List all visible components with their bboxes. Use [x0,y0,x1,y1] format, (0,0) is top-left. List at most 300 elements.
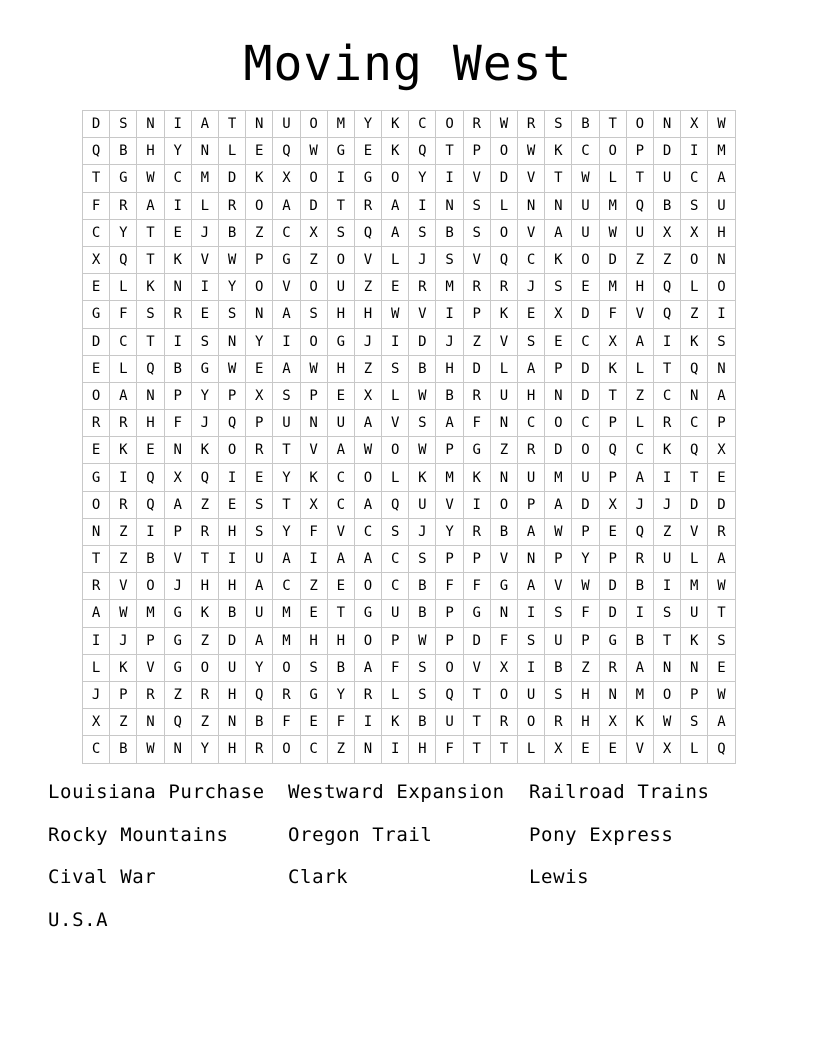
grid-cell: H [327,627,354,654]
grid-cell: W [599,219,626,246]
grid-cell: Z [354,355,381,382]
grid-cell: Z [191,491,218,518]
grid-cell: K [409,464,436,491]
grid-cell: R [545,709,572,736]
grid-cell: I [191,274,218,301]
grid-cell: T [273,437,300,464]
grid-cell: P [518,491,545,518]
grid-cell: A [273,355,300,382]
grid-cell: I [218,546,245,573]
grid-cell: U [518,681,545,708]
grid-row [83,464,736,491]
grid-cell: J [626,491,653,518]
grid-cell: L [382,246,409,273]
grid-cell: G [327,328,354,355]
grid-cell: M [599,274,626,301]
grid-cell: P [218,382,245,409]
grid-cell: I [83,627,110,654]
grid-cell: O [83,491,110,518]
grid-cell: Z [110,709,137,736]
grid-row [83,192,736,219]
grid-cell: W [545,518,572,545]
grid-cell: K [164,246,191,273]
word-list-item: Oregon Trail [288,823,433,846]
grid-cell: K [246,165,273,192]
grid-cell: B [218,600,245,627]
grid-cell: R [463,274,490,301]
grid-cell: H [327,301,354,328]
grid-cell: C [83,736,110,763]
grid-cell: G [83,464,110,491]
grid-cell: S [137,301,164,328]
grid-cell: O [490,681,517,708]
grid-cell: X [83,246,110,273]
grid-cell: E [518,301,545,328]
grid-cell: F [327,709,354,736]
grid-cell: A [354,410,381,437]
grid-cell: Y [436,518,463,545]
grid-cell: A [273,192,300,219]
grid-cell: N [137,111,164,138]
grid-cell: E [708,654,735,681]
grid-cell: O [436,111,463,138]
grid-cell: I [653,464,680,491]
grid-cell: P [436,600,463,627]
grid-cell: I [518,600,545,627]
grid-cell: A [191,111,218,138]
grid-cell: P [463,301,490,328]
grid-cell: P [110,681,137,708]
grid-cell: V [463,165,490,192]
grid-cell: O [273,654,300,681]
grid-cell: H [218,518,245,545]
grid-cell: D [599,246,626,273]
grid-cell: L [382,681,409,708]
grid-cell: N [246,301,273,328]
grid-cell: O [327,246,354,273]
grid-cell: Z [164,681,191,708]
grid-cell: H [409,736,436,763]
grid-cell: L [490,355,517,382]
grid-cell: I [218,464,245,491]
grid-cell: D [572,491,599,518]
grid-cell: S [273,382,300,409]
grid-cell: G [490,573,517,600]
grid-cell: A [273,301,300,328]
grid-cell: I [327,165,354,192]
grid-cell: H [191,573,218,600]
word-list-item: U.S.A [48,908,109,931]
grid-cell: T [83,165,110,192]
grid-cell: M [708,138,735,165]
grid-cell: O [490,219,517,246]
grid-cell: Z [327,736,354,763]
page-title: Moving West [243,36,573,92]
grid-cell: S [545,600,572,627]
grid-cell: Z [626,246,653,273]
grid-cell: M [137,600,164,627]
grid-cell: B [490,518,517,545]
grid-cell: S [463,219,490,246]
grid-cell: S [545,111,572,138]
grid-cell: E [300,600,327,627]
grid-cell: U [273,111,300,138]
grid-cell: B [327,654,354,681]
grid-cell: T [681,464,708,491]
grid-cell: T [273,491,300,518]
grid-cell: A [518,518,545,545]
grid-cell: V [273,274,300,301]
grid-cell: C [681,410,708,437]
grid-cell: S [708,627,735,654]
grid-cell: O [436,654,463,681]
grid-cell: I [164,328,191,355]
grid-cell: X [599,328,626,355]
grid-cell: I [382,736,409,763]
grid-cell: I [137,518,164,545]
grid-cell: W [572,573,599,600]
grid-cell: I [518,654,545,681]
grid-cell: A [708,382,735,409]
grid-cell: F [382,654,409,681]
grid-row [83,654,736,681]
grid-cell: Z [354,274,381,301]
grid-cell: O [300,328,327,355]
word-list-item: Railroad Trains [529,781,710,803]
grid-cell: S [382,518,409,545]
grid-cell: M [273,627,300,654]
grid-row [83,246,736,273]
grid-cell: T [191,546,218,573]
grid-cell: M [436,464,463,491]
grid-cell: T [626,165,653,192]
grid-cell: W [708,681,735,708]
grid-cell: O [83,382,110,409]
grid-cell: T [327,600,354,627]
grid-cell: J [110,627,137,654]
grid-cell: O [246,192,273,219]
grid-cell: B [110,138,137,165]
grid-cell: E [708,464,735,491]
grid-cell: O [300,165,327,192]
grid-cell: K [137,274,164,301]
grid-cell: B [436,219,463,246]
grid-cell: C [273,219,300,246]
grid-cell: A [545,491,572,518]
grid-cell: R [518,111,545,138]
grid-cell: X [246,382,273,409]
grid-cell: S [382,355,409,382]
grid-cell: V [490,546,517,573]
grid-cell: L [681,546,708,573]
grid-cell: F [110,301,137,328]
grid-cell: B [545,654,572,681]
grid-cell: T [83,546,110,573]
grid-cell: Q [83,138,110,165]
grid-row [83,219,736,246]
grid-cell: V [191,246,218,273]
grid-cell: A [708,709,735,736]
grid-cell: T [436,138,463,165]
grid-cell: W [409,627,436,654]
grid-cell: D [572,355,599,382]
grid-cell: D [599,573,626,600]
grid-cell: D [599,600,626,627]
grid-cell: V [518,219,545,246]
grid-cell: Y [409,165,436,192]
grid-cell: Y [273,518,300,545]
grid-cell: A [708,546,735,573]
grid-cell: C [382,546,409,573]
grid-cell: R [191,518,218,545]
grid-cell: Q [626,518,653,545]
grid-cell: S [409,546,436,573]
grid-cell: T [653,355,680,382]
grid-cell: Q [137,355,164,382]
grid-cell: K [300,464,327,491]
grid-cell: E [327,573,354,600]
grid-cell: G [110,165,137,192]
grid-cell: N [545,382,572,409]
grid-cell: J [83,681,110,708]
grid-cell: O [708,274,735,301]
grid-cell: Z [246,219,273,246]
grid-cell: Q [436,681,463,708]
grid-cell: F [572,600,599,627]
grid-cell: E [572,274,599,301]
grid-cell: D [545,437,572,464]
grid-cell: I [354,709,381,736]
grid-cell: H [572,681,599,708]
grid-cell: F [599,301,626,328]
grid-cell: R [409,274,436,301]
grid-cell: H [626,274,653,301]
grid-cell: A [354,491,381,518]
grid-cell: N [164,437,191,464]
grid-cell: P [246,410,273,437]
grid-row [83,681,736,708]
grid-cell: M [191,165,218,192]
grid-cell: L [626,410,653,437]
grid-cell: M [599,192,626,219]
grid-cell: M [436,274,463,301]
grid-cell: A [354,546,381,573]
grid-row [83,491,736,518]
grid-cell: I [708,301,735,328]
grid-cell: J [409,518,436,545]
word-list-item: Rocky Mountains [48,823,229,846]
grid-row [83,328,736,355]
grid-cell: A [382,192,409,219]
grid-cell: W [708,573,735,600]
grid-cell: L [382,382,409,409]
grid-cell: H [300,627,327,654]
grid-cell: S [436,246,463,273]
grid-cell: P [463,546,490,573]
grid-cell: V [463,246,490,273]
grid-cell: W [490,111,517,138]
grid-cell: V [409,301,436,328]
grid-cell: U [572,464,599,491]
grid-cell: A [327,437,354,464]
grid-row [83,573,736,600]
grid-cell: P [572,518,599,545]
grid-cell: A [545,219,572,246]
grid-cell: H [218,573,245,600]
grid-cell: R [463,518,490,545]
grid-cell: Q [653,274,680,301]
grid-cell: O [137,573,164,600]
grid-cell: G [463,437,490,464]
grid-cell: C [382,573,409,600]
word-list-item: Lewis [529,866,590,888]
grid-cell: X [300,219,327,246]
grid-cell: N [708,246,735,273]
grid-cell: U [409,491,436,518]
grid-cell: W [300,355,327,382]
grid-cell: B [409,600,436,627]
grid-cell: P [382,627,409,654]
grid-cell: V [626,736,653,763]
grid-row [83,518,736,545]
grid-cell: I [409,192,436,219]
grid-cell: H [218,681,245,708]
grid-cell: E [83,437,110,464]
grid-cell: F [436,573,463,600]
grid-cell: B [110,736,137,763]
grid-cell: E [137,437,164,464]
grid-cell: H [137,138,164,165]
grid-cell: T [463,681,490,708]
grid-cell: K [681,328,708,355]
grid-cell: P [164,382,191,409]
grid-cell: H [572,709,599,736]
grid-cell: L [382,464,409,491]
grid-cell: A [246,627,273,654]
grid-cell: R [354,681,381,708]
grid-cell: F [83,192,110,219]
grid-cell: W [518,138,545,165]
grid-cell: Z [110,546,137,573]
grid-cell: Y [164,138,191,165]
grid-cell: L [681,736,708,763]
grid-cell: G [354,165,381,192]
grid-cell: D [572,382,599,409]
grid-cell: V [681,518,708,545]
grid-cell: V [354,246,381,273]
grid-cell: O [599,138,626,165]
grid-cell: E [164,219,191,246]
grid-cell: Q [708,736,735,763]
grid-cell: E [246,355,273,382]
grid-cell: X [599,709,626,736]
grid-cell: D [83,328,110,355]
grid-cell: A [137,192,164,219]
grid-cell: G [354,600,381,627]
grid-cell: O [218,437,245,464]
grid-cell: O [300,111,327,138]
grid-cell: N [191,138,218,165]
grid-cell: I [681,138,708,165]
grid-cell: K [681,627,708,654]
grid-cell: N [218,328,245,355]
grid-cell: T [490,736,517,763]
grid-cell: Q [246,681,273,708]
grid-cell: P [463,138,490,165]
grid-cell: J [164,573,191,600]
grid-cell: G [463,600,490,627]
grid-cell: R [83,573,110,600]
grid-cell: N [681,382,708,409]
grid-cell: O [382,437,409,464]
grid-cell: W [409,382,436,409]
grid-cell: K [653,437,680,464]
grid-cell: G [164,627,191,654]
grid-cell: K [490,301,517,328]
grid-cell: I [300,546,327,573]
grid-cell: A [273,546,300,573]
grid-cell: S [463,192,490,219]
grid-cell: J [518,274,545,301]
grid-cell: Z [653,246,680,273]
grid-cell: W [218,355,245,382]
grid-cell: E [246,138,273,165]
grid-cell: B [409,573,436,600]
grid-cell: Q [110,246,137,273]
grid-cell: L [490,192,517,219]
grid-cell: Z [300,573,327,600]
grid-cell: R [246,437,273,464]
grid-cell: N [164,274,191,301]
grid-cell: R [708,518,735,545]
grid-cell: R [653,410,680,437]
grid-cell: L [218,138,245,165]
grid-cell: O [300,274,327,301]
grid-cell: K [382,138,409,165]
grid-cell: N [354,736,381,763]
grid-cell: O [273,736,300,763]
grid-cell: T [218,111,245,138]
grid-cell: N [490,600,517,627]
grid-cell: D [409,328,436,355]
grid-cell: U [572,219,599,246]
grid-cell: X [545,301,572,328]
grid-cell: U [626,219,653,246]
grid-cell: J [191,410,218,437]
grid-cell: E [191,301,218,328]
grid-cell: W [137,165,164,192]
grid-cell: G [164,654,191,681]
grid-cell: N [137,709,164,736]
grid-cell: K [191,437,218,464]
grid-cell: A [626,654,653,681]
grid-cell: Z [463,328,490,355]
grid-cell: U [490,382,517,409]
grid-cell: Y [218,274,245,301]
grid-cell: I [110,464,137,491]
grid-cell: A [327,546,354,573]
grid-cell: D [653,138,680,165]
grid-cell: J [191,219,218,246]
grid-cell: R [83,410,110,437]
grid-cell: I [626,600,653,627]
grid-cell: L [191,192,218,219]
grid-cell: C [327,491,354,518]
grid-cell: I [463,491,490,518]
grid-cell: N [246,111,273,138]
grid-cell: O [518,709,545,736]
grid-row [83,546,736,573]
